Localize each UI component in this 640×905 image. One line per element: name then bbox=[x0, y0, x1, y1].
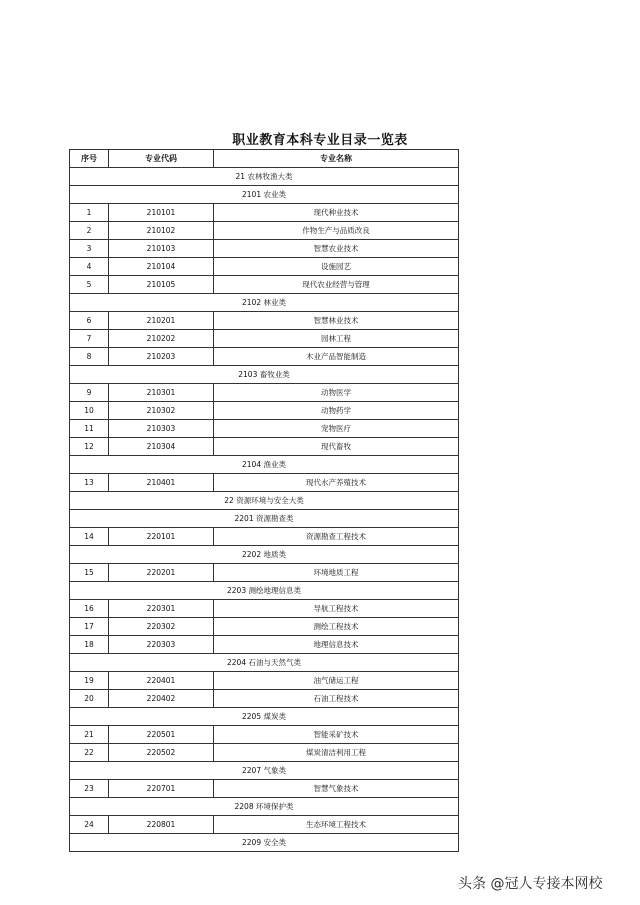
major-code-cell: 210101 bbox=[109, 204, 214, 222]
major-name-cell: 作物生产与品质改良 bbox=[214, 222, 459, 240]
serial-number-cell: 6 bbox=[70, 312, 109, 330]
category-label: 2101 农业类 bbox=[70, 186, 459, 204]
major-name-cell: 油气储运工程 bbox=[214, 672, 459, 690]
table-row bbox=[70, 204, 459, 222]
category-label: 2209 安全类 bbox=[70, 834, 459, 852]
table-row bbox=[70, 564, 459, 582]
major-code-cell: 210105 bbox=[109, 276, 214, 294]
category-row bbox=[70, 654, 459, 672]
serial-number-cell: 22 bbox=[70, 744, 109, 762]
major-code-cell: 220402 bbox=[109, 690, 214, 708]
category-row bbox=[70, 762, 459, 780]
major-code-cell: 220201 bbox=[109, 564, 214, 582]
major-code-cell: 220502 bbox=[109, 744, 214, 762]
serial-number-cell: 20 bbox=[70, 690, 109, 708]
table-row bbox=[70, 438, 459, 456]
serial-number-cell: 16 bbox=[70, 600, 109, 618]
major-name-cell: 木业产品智能制造 bbox=[214, 348, 459, 366]
major-code-cell: 210103 bbox=[109, 240, 214, 258]
category-row bbox=[70, 546, 459, 564]
major-code-cell: 210303 bbox=[109, 420, 214, 438]
table-row bbox=[70, 240, 459, 258]
major-name-cell: 智能采矿技术 bbox=[214, 726, 459, 744]
major-code-cell: 210301 bbox=[109, 384, 214, 402]
table-row bbox=[70, 618, 459, 636]
major-name-cell: 石油工程技术 bbox=[214, 690, 459, 708]
major-name-cell: 测绘工程技术 bbox=[214, 618, 459, 636]
category-label: 2103 畜牧业类 bbox=[70, 366, 459, 384]
major-name-cell: 生态环境工程技术 bbox=[214, 816, 459, 834]
category-row bbox=[70, 798, 459, 816]
table-row bbox=[70, 384, 459, 402]
table-row bbox=[70, 330, 459, 348]
table-row bbox=[70, 726, 459, 744]
serial-number-cell: 5 bbox=[70, 276, 109, 294]
major-name-cell: 煤炭清洁利用工程 bbox=[214, 744, 459, 762]
serial-number-cell: 3 bbox=[70, 240, 109, 258]
serial-number-cell: 8 bbox=[70, 348, 109, 366]
category-label: 2208 环境保护类 bbox=[70, 798, 459, 816]
major-code-cell: 210202 bbox=[109, 330, 214, 348]
table-row bbox=[70, 348, 459, 366]
category-label: 2207 气象类 bbox=[70, 762, 459, 780]
header-major-name: 专业名称 bbox=[214, 150, 459, 168]
category-label: 22 资源环境与安全大类 bbox=[70, 492, 459, 510]
category-row bbox=[70, 582, 459, 600]
major-name-cell: 智慧林业技术 bbox=[214, 312, 459, 330]
major-name-cell: 现代种业技术 bbox=[214, 204, 459, 222]
table-row bbox=[70, 222, 459, 240]
serial-number-cell: 18 bbox=[70, 636, 109, 654]
major-code-cell: 220101 bbox=[109, 528, 214, 546]
major-code-cell: 220701 bbox=[109, 780, 214, 798]
serial-number-cell: 21 bbox=[70, 726, 109, 744]
major-name-cell: 动物药学 bbox=[214, 402, 459, 420]
category-row bbox=[70, 366, 459, 384]
major-code-cell: 210401 bbox=[109, 474, 214, 492]
serial-number-cell: 13 bbox=[70, 474, 109, 492]
table-row bbox=[70, 474, 459, 492]
serial-number-cell: 23 bbox=[70, 780, 109, 798]
category-label: 2204 石油与天然气类 bbox=[70, 654, 459, 672]
major-name-cell: 园林工程 bbox=[214, 330, 459, 348]
major-code-cell: 210201 bbox=[109, 312, 214, 330]
category-row bbox=[70, 456, 459, 474]
serial-number-cell: 7 bbox=[70, 330, 109, 348]
major-name-cell: 设施园艺 bbox=[214, 258, 459, 276]
table-row bbox=[70, 780, 459, 798]
table-row bbox=[70, 744, 459, 762]
major-name-cell: 资源勘查工程技术 bbox=[214, 528, 459, 546]
serial-number-cell: 12 bbox=[70, 438, 109, 456]
major-name-cell: 现代水产养殖技术 bbox=[214, 474, 459, 492]
major-name-cell: 环境地质工程 bbox=[214, 564, 459, 582]
category-row bbox=[70, 708, 459, 726]
table-row bbox=[70, 600, 459, 618]
serial-number-cell: 17 bbox=[70, 618, 109, 636]
major-code-cell: 220303 bbox=[109, 636, 214, 654]
category-label: 2201 资源勘查类 bbox=[70, 510, 459, 528]
major-name-cell: 导航工程技术 bbox=[214, 600, 459, 618]
serial-number-cell: 15 bbox=[70, 564, 109, 582]
major-code-cell: 220302 bbox=[109, 618, 214, 636]
table-row bbox=[70, 276, 459, 294]
major-name-cell: 智慧气象技术 bbox=[214, 780, 459, 798]
major-name-cell: 宠物医疗 bbox=[214, 420, 459, 438]
serial-number-cell: 4 bbox=[70, 258, 109, 276]
table-row bbox=[70, 420, 459, 438]
document-title: 职业教育本科专业目录一览表 bbox=[232, 133, 408, 148]
category-row bbox=[70, 510, 459, 528]
major-name-cell: 动物医学 bbox=[214, 384, 459, 402]
watermark-text: 头条 @冠人专接本网校 bbox=[458, 876, 603, 892]
category-row bbox=[70, 834, 459, 852]
header-major-code: 专业代码 bbox=[109, 150, 214, 168]
serial-number-cell: 14 bbox=[70, 528, 109, 546]
major-name-cell: 地理信息技术 bbox=[214, 636, 459, 654]
major-code-cell: 220401 bbox=[109, 672, 214, 690]
major-code-cell: 220801 bbox=[109, 816, 214, 834]
major-catalog-table bbox=[69, 149, 459, 852]
category-label: 21 农林牧渔大类 bbox=[70, 168, 459, 186]
table-header-row bbox=[70, 150, 459, 168]
serial-number-cell: 19 bbox=[70, 672, 109, 690]
table-row bbox=[70, 258, 459, 276]
category-label: 2104 渔业类 bbox=[70, 456, 459, 474]
table-row bbox=[70, 402, 459, 420]
serial-number-cell: 24 bbox=[70, 816, 109, 834]
major-code-cell: 210302 bbox=[109, 402, 214, 420]
serial-number-cell: 2 bbox=[70, 222, 109, 240]
table-row bbox=[70, 672, 459, 690]
header-serial-number: 序号 bbox=[70, 150, 109, 168]
serial-number-cell: 9 bbox=[70, 384, 109, 402]
category-label: 2202 地质类 bbox=[70, 546, 459, 564]
table-row bbox=[70, 816, 459, 834]
major-code-cell: 220301 bbox=[109, 600, 214, 618]
table-row bbox=[70, 636, 459, 654]
category-row bbox=[70, 186, 459, 204]
major-name-cell: 现代农业经营与管理 bbox=[214, 276, 459, 294]
category-label: 2205 煤炭类 bbox=[70, 708, 459, 726]
major-name-cell: 现代畜牧 bbox=[214, 438, 459, 456]
serial-number-cell: 10 bbox=[70, 402, 109, 420]
category-row bbox=[70, 168, 459, 186]
category-row bbox=[70, 294, 459, 312]
category-label: 2102 林业类 bbox=[70, 294, 459, 312]
major-code-cell: 210203 bbox=[109, 348, 214, 366]
category-row bbox=[70, 492, 459, 510]
table-row bbox=[70, 690, 459, 708]
table-row bbox=[70, 528, 459, 546]
major-code-cell: 220501 bbox=[109, 726, 214, 744]
major-code-cell: 210102 bbox=[109, 222, 214, 240]
table-row bbox=[70, 312, 459, 330]
category-label: 2203 测绘地理信息类 bbox=[70, 582, 459, 600]
major-code-cell: 210304 bbox=[109, 438, 214, 456]
major-code-cell: 210104 bbox=[109, 258, 214, 276]
serial-number-cell: 1 bbox=[70, 204, 109, 222]
major-name-cell: 智慧农业技术 bbox=[214, 240, 459, 258]
serial-number-cell: 11 bbox=[70, 420, 109, 438]
